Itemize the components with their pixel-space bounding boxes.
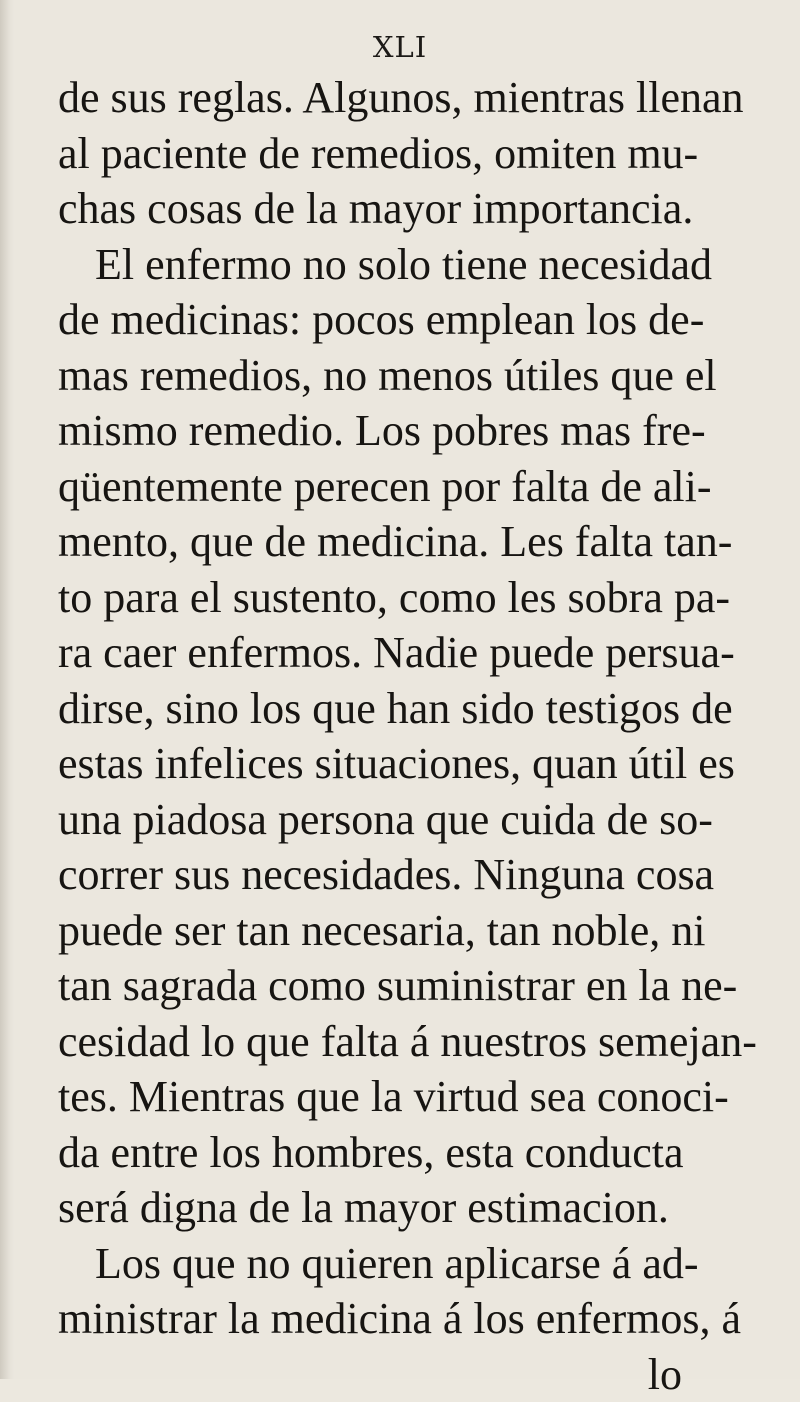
paragraph-start-line: Los que no quieren aplicarse á ad- xyxy=(58,1236,682,1292)
text-line: chas cosas de la mayor importancia. xyxy=(58,181,682,237)
page-number: XLI xyxy=(0,30,800,64)
text-line: qüentemente perecen por falta de ali- xyxy=(58,459,682,515)
text-line: mismo remedio. Los pobres mas fre- xyxy=(58,403,682,459)
text-line: será digna de la mayor estimacion. xyxy=(58,1180,682,1236)
body-text xyxy=(58,70,682,1402)
text-line: estas infelices situaciones, quan útil es xyxy=(58,736,682,792)
text-line: dirse, sino los que han sido testigos de xyxy=(58,681,682,737)
text-line: tan sagrada como suministrar en la ne- xyxy=(58,958,682,1014)
text-line: de sus reglas. Algunos, mientras llenan xyxy=(58,70,682,126)
catchword: lo xyxy=(58,1347,682,1402)
text-line: da entre los hombres, esta conducta xyxy=(58,1125,682,1181)
text-line: mas remedios, no menos útiles que el xyxy=(58,348,682,404)
text-line: ministrar la medicina á los enfermos, á xyxy=(58,1291,682,1347)
page-gutter-shadow xyxy=(0,0,14,1379)
text-line: mento, que de medicina. Les falta tan- xyxy=(58,514,682,570)
paragraph-start-line: El enfermo no solo tiene necesidad xyxy=(58,237,682,293)
text-line: de medicinas: pocos emplean los de- xyxy=(58,292,682,348)
text-line: tes. Mientras que la virtud sea conoci- xyxy=(58,1069,682,1125)
text-line: al paciente de remedios, omiten mu- xyxy=(58,126,682,182)
text-line: to para el sustento, como les sobra pa- xyxy=(58,570,682,626)
text-line: puede ser tan necesaria, tan noble, ni xyxy=(58,903,682,959)
text-line: ra caer enfermos. Nadie puede persua- xyxy=(58,625,682,681)
text-line: una piadosa persona que cuida de so- xyxy=(58,792,682,848)
text-line: correr sus necesidades. Ninguna cosa xyxy=(58,847,682,903)
text-line: cesidad lo que falta á nuestros semejan- xyxy=(58,1014,682,1070)
